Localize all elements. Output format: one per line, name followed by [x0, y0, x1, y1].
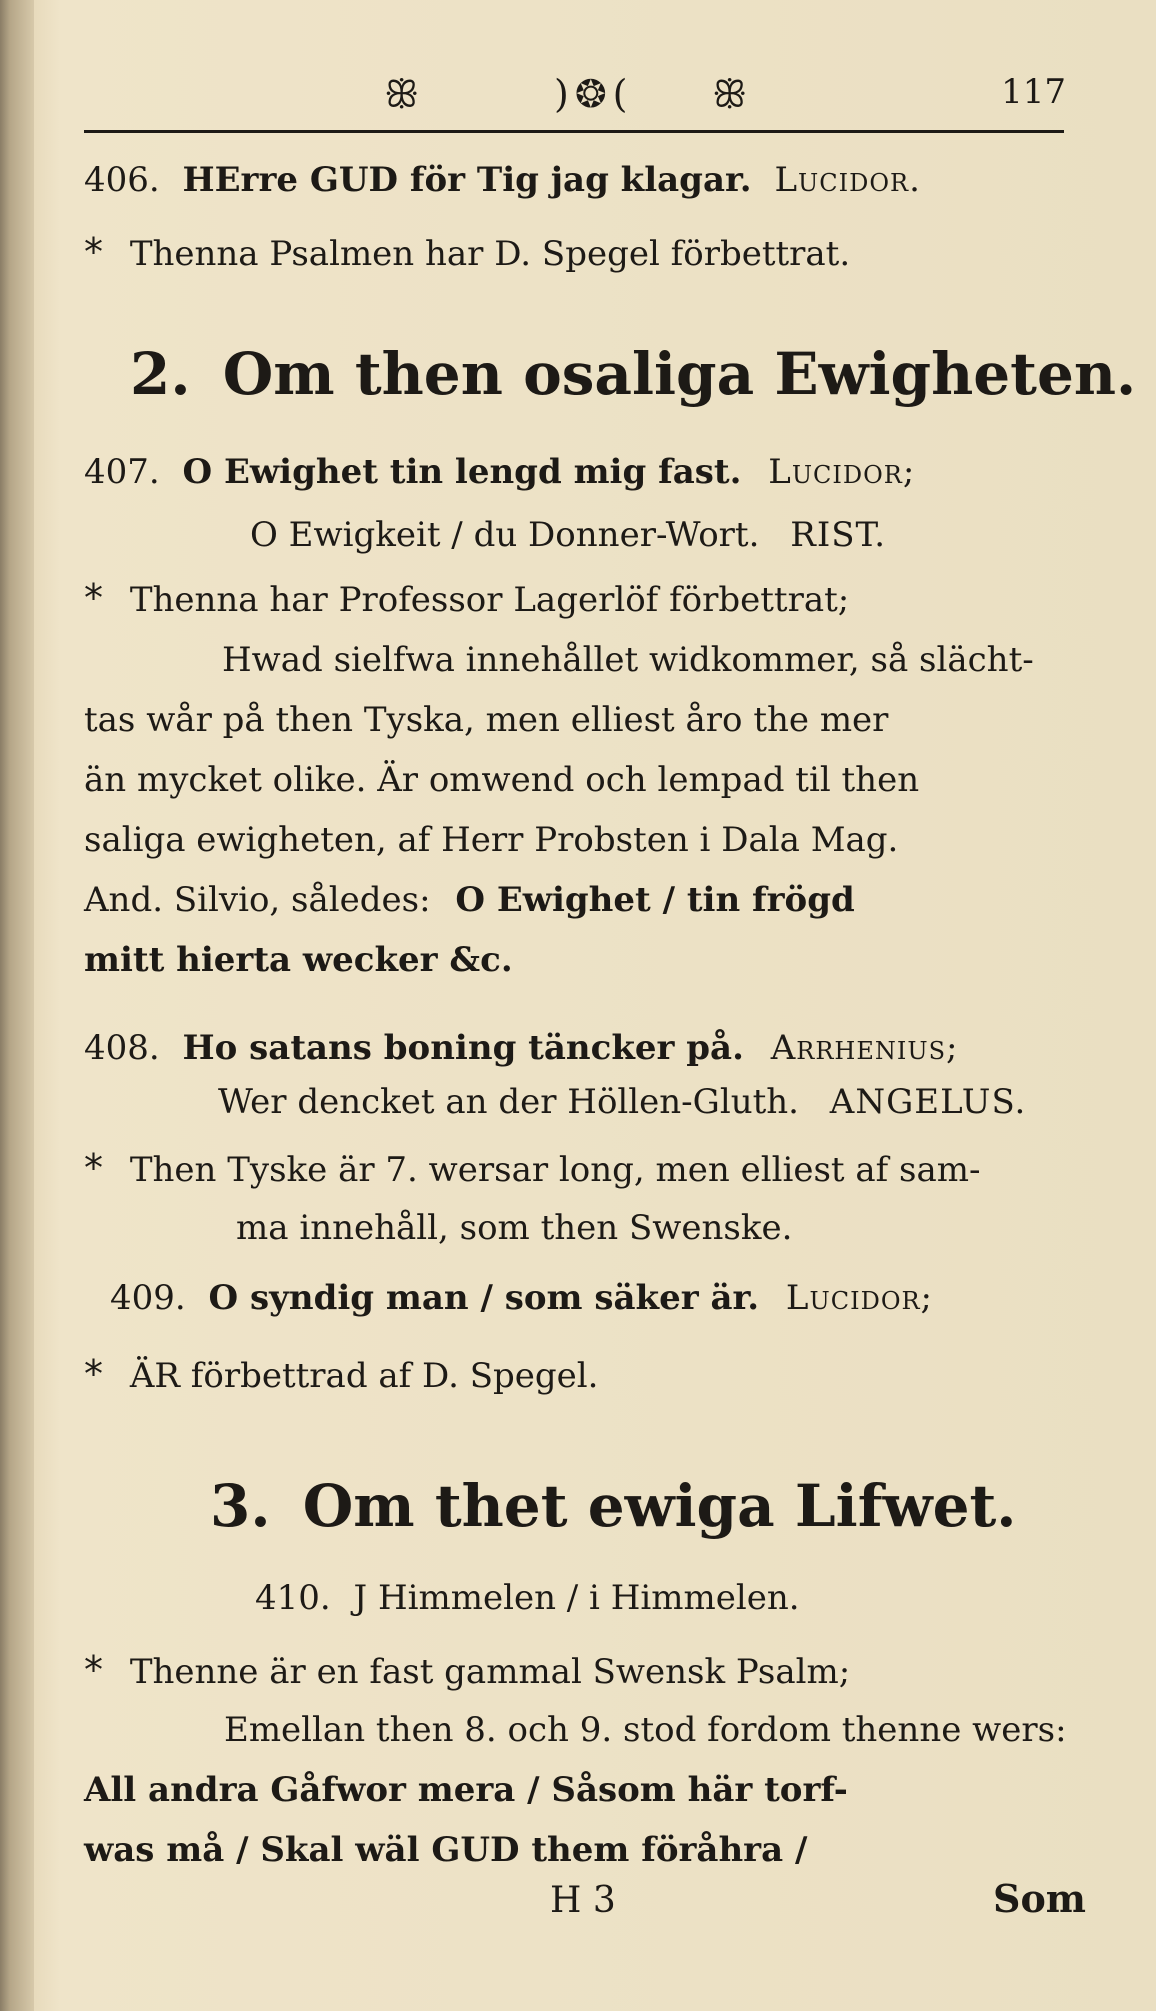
entry-number: 409. — [110, 1278, 186, 1318]
note-text: Thenna har Professor Lagerlöf förbettrat; — [129, 580, 850, 620]
header-rule — [84, 130, 1064, 133]
hymn-author: Lucidor. — [774, 160, 921, 200]
note-408-line-2: ma innehåll, som then Swenske. — [236, 1208, 793, 1248]
note-text: Thenne är en fast gammal Swensk Psalm; — [129, 1652, 851, 1692]
entry-410 — [255, 1578, 800, 1618]
entry-406 — [84, 160, 921, 200]
section-heading-2 — [130, 340, 1136, 408]
note-407-line-5: saliga ewigheten, af Herr Probsten i Dala Mag. — [84, 820, 899, 860]
page-number: 117 — [1001, 72, 1066, 112]
note-410-line-2: Emellan then 8. och 9. stod fordom thenne wers: — [224, 1710, 1067, 1750]
note-408-line-1 — [84, 1148, 981, 1190]
note-407-line-6 — [84, 880, 855, 920]
note-407-line-1 — [84, 578, 849, 620]
catchword: Som — [993, 1876, 1086, 1921]
entry-number: 408. — [84, 1028, 160, 1068]
hymn-title: Ho satans boning täncker på. — [182, 1028, 744, 1068]
asterisk-icon: * — [84, 576, 103, 620]
note-410-line-1 — [84, 1650, 850, 1692]
german-author: RIST. — [790, 515, 887, 555]
hymn-author: Arrhenius; — [770, 1028, 959, 1068]
entry-408-german — [218, 1082, 1026, 1122]
german-author: ANGELUS. — [829, 1082, 1027, 1122]
note-410-line-3: All andra Gåfwor mera / Såsom här torf- — [84, 1770, 848, 1810]
signature-mark: H 3 — [550, 1880, 616, 1921]
hymn-author: Lucidor; — [785, 1278, 934, 1318]
german-title: O Ewigkeit / du Donner-Wort. — [250, 515, 760, 555]
hymn-title: HErre GUD för Tig jag klagar. — [182, 160, 752, 200]
asterisk-icon: * — [84, 1648, 103, 1692]
hymn-title: O syndig man / som säker är. — [208, 1278, 760, 1318]
note-409 — [84, 1354, 598, 1396]
note-407-line-4: än mycket olike. Är omwend och lempad til then — [84, 760, 920, 800]
section-number: 2. — [130, 340, 191, 408]
ornament-left: ꕥ — [384, 72, 426, 116]
note-407-line-7: mitt hierta wecker &c. — [84, 940, 513, 980]
ornament-middle: )❂( — [554, 72, 634, 116]
german-title: Wer dencket an der Höllen-Gluth. — [218, 1082, 799, 1122]
entry-number: 410. — [255, 1578, 331, 1618]
note-quote: O Ewighet / tin frögd — [455, 880, 855, 920]
hymn-title: O Ewighet tin lengd mig fast. — [182, 452, 742, 492]
hymn-title: J Himmelen / i Himmelen. — [353, 1578, 800, 1618]
asterisk-icon: * — [84, 1352, 103, 1396]
entry-407-german — [250, 515, 886, 555]
note-text: ÄR förbettrad af D. Spegel. — [129, 1356, 599, 1396]
entry-number: 407. — [84, 452, 160, 492]
asterisk-icon: * — [84, 230, 103, 274]
section-heading-3 — [210, 1472, 1016, 1540]
entry-407 — [84, 452, 915, 492]
entry-408 — [84, 1028, 958, 1068]
note-text: Thenna Psalmen har D. Spegel förbettrat. — [129, 234, 851, 274]
section-title: Om thet ewiga Lifwet. — [302, 1472, 1017, 1540]
note-410-line-4: was må / Skal wäl GUD them föråhra / — [84, 1830, 808, 1870]
hymn-author: Lucidor; — [768, 452, 916, 492]
entry-number: 406. — [84, 160, 160, 200]
note-406 — [84, 232, 850, 274]
note-text: Then Tyske är 7. wersar long, men elliest af sam- — [129, 1150, 981, 1190]
section-number: 3. — [210, 1472, 271, 1540]
section-title: Om then osaliga Ewigheten. — [222, 340, 1137, 408]
book-gutter — [0, 0, 34, 2011]
asterisk-icon: * — [84, 1146, 103, 1190]
page-header — [84, 68, 1070, 140]
ornament-right: ꕥ — [712, 72, 754, 116]
note-text: And. Silvio, således: — [84, 880, 431, 920]
note-407-line-2: Hwad sielfwa innehållet widkommer, så slächt- — [222, 640, 1034, 680]
note-407-line-3: tas wår på then Tyska, men elliest åro the mer — [84, 700, 889, 740]
entry-409 — [110, 1278, 933, 1318]
